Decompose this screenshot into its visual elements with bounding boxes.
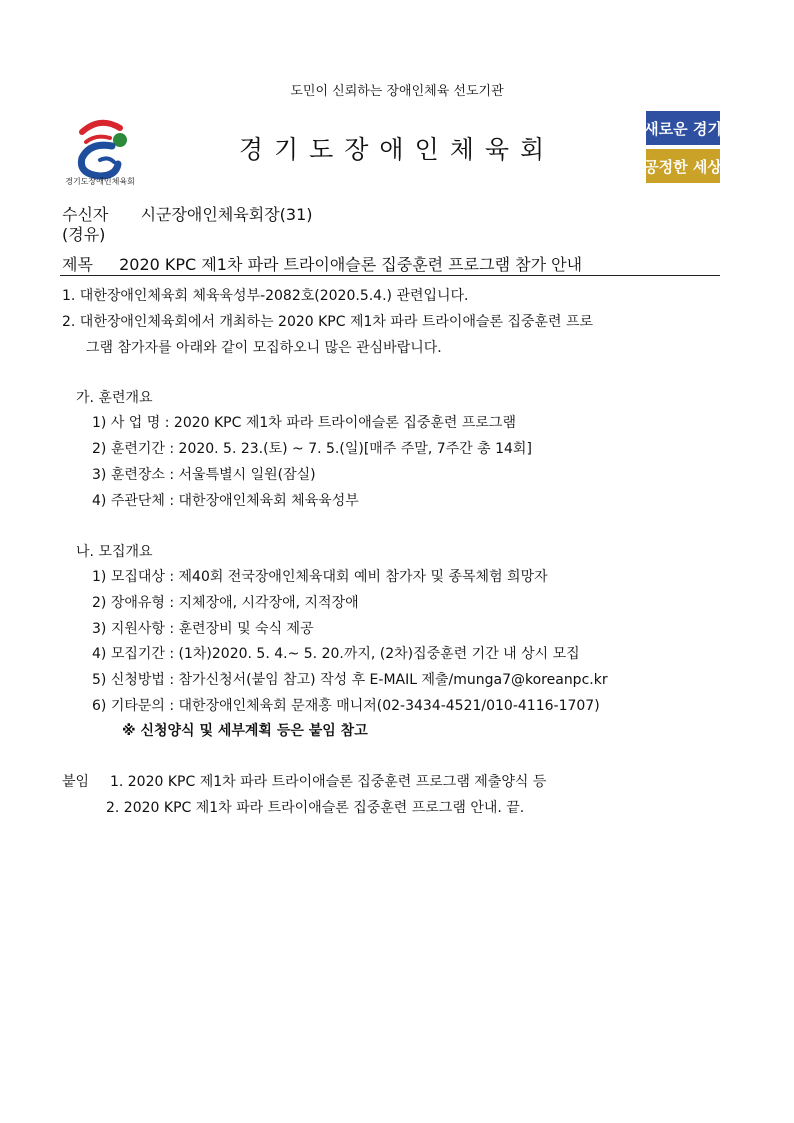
- subject-label: 제목: [62, 255, 93, 274]
- slogan: 도민이 신뢰하는 장애인체육 선도기관: [290, 84, 504, 99]
- section-b-item: 6) 기타문의 : 대한장애인체육회 문재홍 매니저(02-3434-4521/010-4116-1707): [92, 698, 600, 714]
- paragraph-2-line-2: 그램 참가자를 아래와 같이 모집하오니 많은 관심바랍니다.: [86, 340, 442, 356]
- subject-divider: [60, 275, 720, 276]
- subject-row: [62, 252, 582, 275]
- attachment-item: 2. 2020 KPC 제1차 파라 트라이애슬론 집중훈련 프로그램 안내. 끝.: [106, 800, 525, 816]
- badge-top-text: 새로운 경기: [646, 111, 720, 145]
- via-label: (경유): [62, 225, 106, 244]
- section-a-item: 1) 사 업 명 : 2020 KPC 제1차 파라 트라이애슬론 집중훈련 프로그램: [92, 415, 516, 431]
- recipient-label: 수신자: [62, 205, 109, 224]
- logo-caption: 경기도장애인체육회: [65, 177, 135, 186]
- section-a-title: 가. 훈련개요: [76, 390, 153, 406]
- subject-value: 2020 KPC 제1차 파라 트라이애슬론 집중훈련 프로그램 참가 안내: [119, 255, 583, 274]
- org-title: 경기도장애인체육회: [238, 135, 556, 164]
- section-b-item: 3) 지원사항 : 훈련장비 및 숙식 제공: [92, 621, 314, 637]
- slogan-badge: [646, 111, 720, 183]
- attachment-item: 1. 2020 KPC 제1차 파라 트라이애슬론 집중훈련 프로그램 제출양식 등: [109, 774, 547, 790]
- paragraph-1: 1. 대한장애인체육회 체육육성부-2082호(2020.5.4.) 관련입니다.: [62, 288, 469, 304]
- section-b-item: 4) 모집기간 : (1차)2020. 5. 4.~ 5. 20.까지, (2차)집중훈련 기간 내 상시 모집: [92, 646, 580, 662]
- attachments-row-1: [62, 771, 546, 791]
- recipient-value: 시군장애인체육회장(31): [140, 205, 313, 224]
- section-a-item: 3) 훈련장소 : 서울특별시 일원(잠실): [92, 467, 316, 483]
- section-b-item: 2) 장애유형 : 지체장애, 시각장애, 지적장애: [92, 595, 359, 611]
- paragraph-2-line-1: 2. 대한장애인체육회에서 개최하는 2020 KPC 제1차 파라 트라이애슬론 집중훈련 프로: [62, 314, 594, 330]
- section-b-item: 5) 신청방법 : 참가신청서(붙임 참고) 작성 후 E-MAIL 제출/munga7@koreanpc.kr: [92, 672, 608, 688]
- attachment-note: ※ 신청양식 및 세부계획 등은 붙임 참고: [122, 723, 368, 739]
- section-b-title: 나. 모집개요: [76, 544, 153, 560]
- attachments-label: 붙임: [62, 774, 90, 790]
- section-a-item: 2) 훈련기간 : 2020. 5. 23.(토) ~ 7. 5.(일)[매주 주말, 7주간 총 14회]: [92, 441, 532, 457]
- section-b-item: 1) 모집대상 : 제40회 전국장애인체육대회 예비 참가자 및 종목체험 희망자: [92, 569, 548, 585]
- section-a-item: 4) 주관단체 : 대한장애인체육회 체육육성부: [92, 493, 359, 509]
- badge-bottom-text: 공정한 세상: [646, 149, 720, 183]
